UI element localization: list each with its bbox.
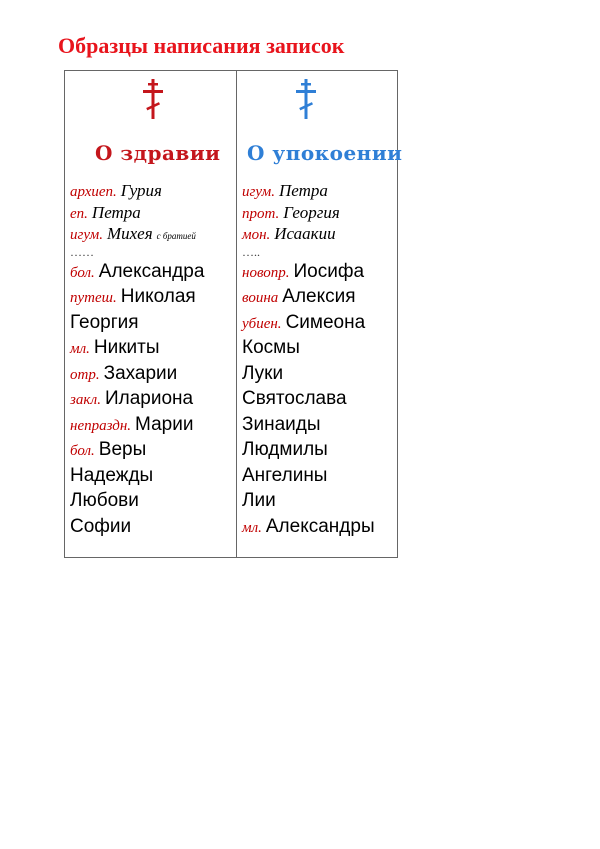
rank-abbreviation: игум.: [242, 184, 275, 200]
name-entry: [242, 310, 375, 336]
health-column: [65, 71, 236, 557]
name-entry: [242, 463, 375, 489]
name-entry: [242, 437, 375, 463]
rank-abbreviation: бол.: [70, 443, 95, 459]
orthodox-cross-icon: [142, 79, 164, 119]
person-name: Захарии: [103, 362, 178, 384]
rank-abbreviation: мл.: [242, 519, 262, 536]
name-entry: [70, 361, 204, 387]
rank-abbreviation: еп.: [70, 205, 88, 222]
name-entry: [70, 437, 204, 463]
rank-abbreviation: мл.: [70, 341, 90, 357]
person-name: Лии: [242, 490, 276, 511]
rank-abbreviation: бол.: [70, 264, 95, 281]
name-entry: [242, 180, 375, 202]
name-entry: [70, 514, 204, 540]
repose-heading: О упокоении: [247, 141, 403, 165]
name-entry: [70, 310, 204, 336]
cross-top-bar: [301, 83, 311, 86]
rank-abbreviation: архиеп.: [70, 184, 117, 200]
name-entry: [70, 463, 204, 489]
rank-abbreviation: мон.: [242, 227, 271, 243]
rank-abbreviation: закл.: [70, 392, 101, 408]
name-entry: [70, 284, 204, 310]
person-name: Ангелины: [242, 464, 328, 486]
entry-note: с братией: [156, 231, 196, 241]
person-name: Святослава: [242, 388, 347, 409]
repose-name-list: [242, 180, 375, 539]
person-name: Марии: [135, 413, 194, 435]
name-entry: [70, 202, 204, 224]
notes-table: [64, 70, 403, 558]
person-name: Николая: [120, 286, 196, 307]
person-name: Георгия: [70, 311, 139, 333]
person-name: Космы: [242, 337, 300, 358]
name-entry: [70, 259, 204, 285]
person-name: Георгия: [283, 202, 340, 222]
person-name: Луки: [242, 362, 284, 384]
person-name: Людмилы: [242, 439, 328, 460]
rank-abbreviation: прот.: [242, 205, 280, 222]
orthodox-cross-icon: [295, 79, 317, 119]
page-title: Образцы написания записок: [58, 33, 345, 58]
rank-abbreviation: убиен.: [242, 315, 282, 332]
name-entry: [70, 223, 204, 245]
name-entry: …..: [242, 244, 260, 259]
person-name: Зинаиды: [242, 413, 321, 435]
person-name: Илариона: [104, 388, 194, 409]
name-entry: [70, 335, 204, 361]
name-entry: [242, 488, 375, 514]
person-name: Алексия: [282, 286, 356, 307]
person-name: Михея: [106, 224, 153, 243]
person-name: Никиты: [93, 337, 160, 358]
name-entry: [242, 386, 375, 412]
person-name: Петра: [91, 202, 141, 222]
name-entry: [242, 259, 375, 285]
name-entry: [242, 412, 375, 438]
name-entry: [70, 180, 204, 202]
person-name: Симеона: [285, 311, 366, 333]
person-name: Гурия: [120, 181, 162, 200]
name-entry: [242, 202, 375, 224]
name-entry: [242, 284, 375, 310]
name-entry: [70, 412, 204, 438]
person-name: Софии: [70, 515, 132, 537]
person-name: Надежды: [70, 464, 154, 486]
name-entry: [242, 223, 375, 245]
health-heading: О здравии: [95, 141, 221, 165]
health-name-list: [70, 180, 204, 539]
person-name: Любови: [70, 490, 139, 511]
name-entry: ……: [70, 244, 94, 259]
rank-abbreviation: отр.: [70, 366, 100, 383]
repose-column: [237, 71, 403, 557]
cross-top-bar: [148, 83, 158, 86]
name-entry: [70, 386, 204, 412]
person-name: Веры: [98, 439, 147, 460]
person-name: Иосифа: [293, 260, 365, 282]
rank-abbreviation: непраздн.: [70, 417, 132, 434]
person-name: Петра: [278, 181, 328, 200]
rank-abbreviation: воина: [242, 290, 279, 306]
name-entry: [242, 335, 375, 361]
person-name: Александры: [265, 515, 375, 537]
cross-main-bar: [143, 90, 163, 93]
rank-abbreviation: путеш.: [70, 290, 117, 306]
rank-abbreviation: игум.: [70, 227, 103, 243]
name-entry: [242, 514, 375, 540]
person-name: Исаакии: [274, 224, 336, 243]
rank-abbreviation: новопр.: [242, 264, 290, 281]
cross-main-bar: [296, 90, 316, 93]
name-entry: [70, 488, 204, 514]
name-entry: [242, 361, 375, 387]
person-name: Александра: [98, 260, 205, 282]
